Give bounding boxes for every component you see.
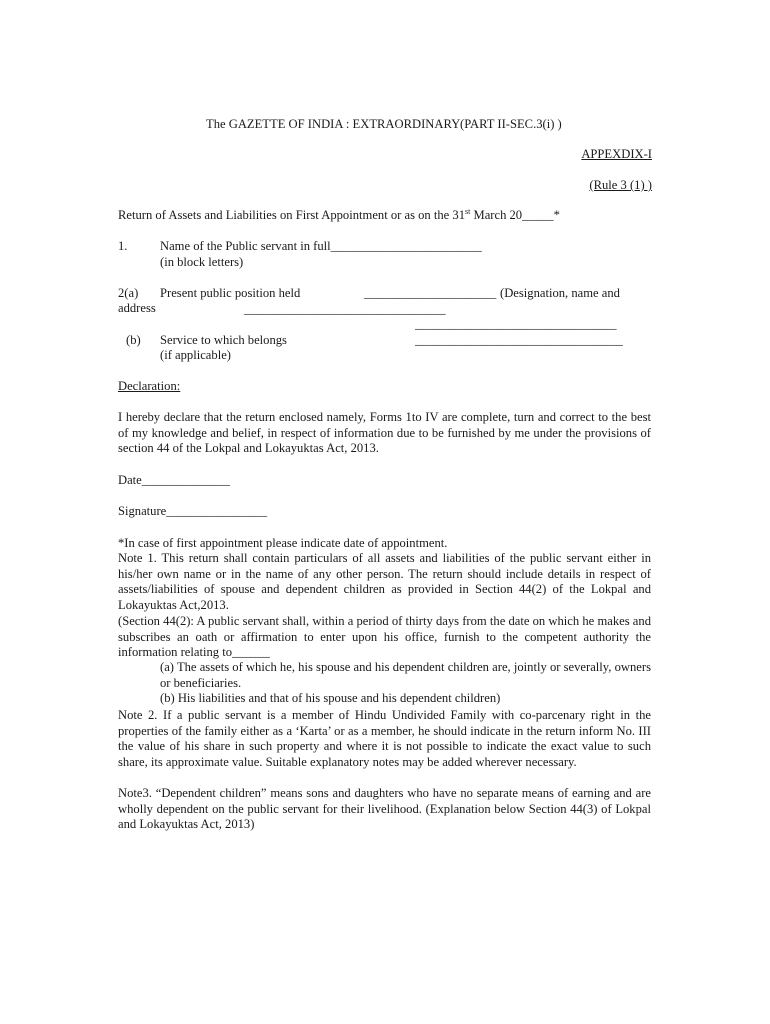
date-field: Date______________: [118, 473, 230, 487]
item1-number: 1.: [118, 239, 128, 253]
item2b-blank: _________________________________: [415, 333, 623, 347]
return-title-prefix: Return of Assets and Liabilities on First Appointment or as on the 31: [118, 208, 465, 222]
subclause-a: [160, 660, 651, 691]
first-appointment-note: *In case of first appointment please indicate date of appointment.: [118, 536, 448, 550]
section-44-2: (Section 44(2): A public servant shall, within a period of thirty days from the date on which he makes and subscribes an oath or affirmation to enter upon his office, furnish to the competent authority the information relating to______: [118, 614, 651, 660]
gazette-title-text: The GAZETTE OF INDIA : EXTRAORDINARY: [206, 117, 461, 131]
note-1: Note 1. This return shall contain particulars of all assets and liabilities of the public servant either in his/her own name or in the name of any other person. The return should include details in respect of assets/liabilities of spouse and dependent children as provided in Section 44(2) of the Lokpal and Lokayuktas Act,2013.: [118, 551, 651, 612]
item2a-note: (Designation, name and: [500, 286, 620, 300]
subclause-a-text: (a) The assets of which he, his spouse and his dependent children are, jointly or severally, owners or beneficiaries.: [160, 660, 651, 690]
item2b-label: Service to which belongs: [160, 333, 287, 347]
gazette-title: [206, 117, 460, 132]
return-title-suffix: March 20_____*: [470, 208, 560, 222]
item1-sublabel: (in block letters): [160, 255, 244, 269]
return-title-sup: st: [465, 206, 471, 216]
item2a-blank: _____________________: [364, 286, 497, 300]
item2a-address: address: [118, 301, 156, 315]
appendix-label: APPEXDIX-I: [581, 147, 652, 161]
item2a-blank-3: ________________________________: [415, 317, 617, 331]
item1-label: Name of the Public servant in full________________________: [160, 239, 482, 253]
item2a-number: 2(a): [118, 286, 139, 300]
item2b-number: (b): [126, 333, 141, 347]
subclause-b: (b) His liabilities and that of his spouse and his dependent children): [160, 691, 501, 705]
signature-field: Signature________________: [118, 504, 268, 518]
declaration-heading: Declaration:: [118, 379, 181, 393]
item2a-label: Present public position held: [160, 286, 301, 300]
item2a-blank-2: ________________________________: [244, 302, 446, 316]
return-title: [118, 208, 560, 223]
note-3: Note3. “Dependent children” means sons and daughters who have no separate means of earning and are wholly dependent on the public servant for their livelihood. (Explanation below Section 44(3) of Lokpal and Lokayuktas Act, 2013): [118, 786, 651, 832]
item2b-sublabel: (if applicable): [160, 348, 231, 362]
note-2: Note 2. If a public servant is a member of Hindu Undivided Family with co-parcenary right in the properties of the family either as a ‘Karta’ or as a member, he should indicate in the return inform No. III the value of his share in such property and where it is not possible to indicate the exact value to such share, its approximate value. Suitable explanatory notes may be added wherever necessary.: [118, 708, 651, 769]
declaration-text: I hereby declare that the return enclosed namely, Forms 1to IV are complete, turn and correct to the best of my knowledge and belief, in respect of information due to be furnished by me under the provisions of section 44 of the Lokpal and Lokayuktas Act, 2013.: [118, 410, 651, 456]
gazette-part: (PART II-SEC.3(i) ): [460, 117, 562, 131]
rule-label: (Rule 3 (1) ): [589, 178, 652, 192]
